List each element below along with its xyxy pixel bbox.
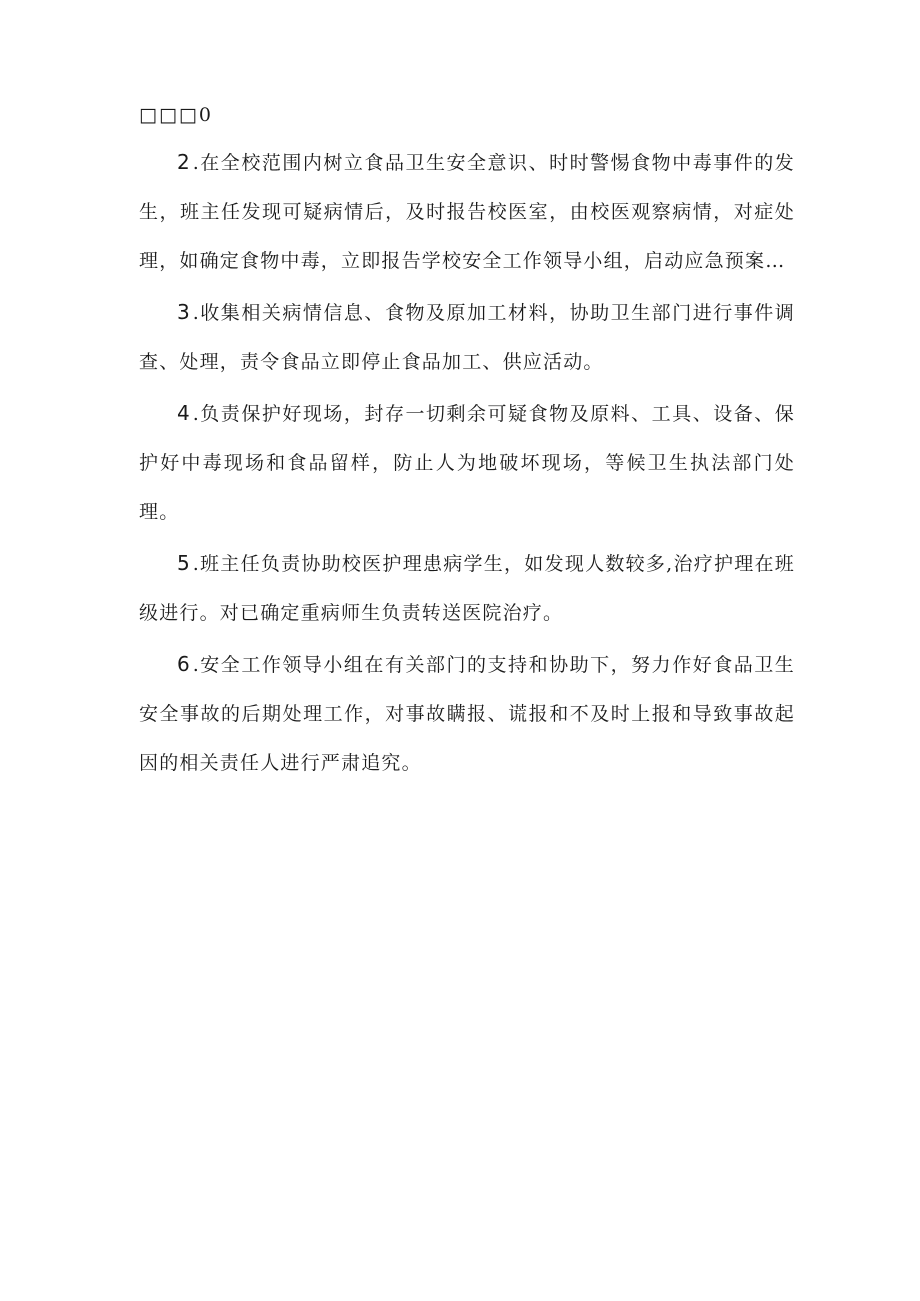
list-item [139, 389, 795, 537]
item-text: .在全校范围内树立食品卫生安全意识、时时警惕食物中毒事件的发生，班主任发现可疑病情后，及时报告校医室，由校医观察病情，对症处理，如确定食物中毒，立即报告学校安全工作领导小组，启动应急预案… [139, 152, 795, 272]
item-number: 2 [177, 150, 193, 174]
item-text: .安全工作领导小组在有关部门的支持和协助下，努力作好食品卫生安全事故的后期处理工作，对事故瞒报、谎报和不及时上报和导致事故起因的相关责任人进行严肃追究。 [139, 654, 795, 774]
item-number: 4 [177, 401, 193, 425]
item-number: 5 [177, 551, 193, 575]
item-text: .负责保护好现场，封存一切剩余可疑食物及原料、工具、设备、保护好中毒现场和食品留样，防止人为地破坏现场，等候卫生执法部门处理。 [139, 403, 795, 523]
list-item [139, 539, 795, 638]
item-text: .班主任负责协助校医护理患病学生，如发现人数较多,治疗护理在班级进行。对已确定重病师生负责转送医院治疗。 [139, 553, 795, 624]
item-text: .收集相关病情信息、食物及原加工材料，协助卫生部门进行事件调查、处理，责令食品立即停止食品加工、供应活动。 [139, 302, 795, 373]
document-body [139, 98, 795, 788]
item-number: 3 [177, 300, 193, 324]
list-item [139, 288, 795, 387]
item-number: 6 [177, 652, 193, 676]
list-item [139, 640, 795, 788]
list-item [139, 138, 795, 286]
header-fragment: □□□0 [139, 104, 213, 126]
